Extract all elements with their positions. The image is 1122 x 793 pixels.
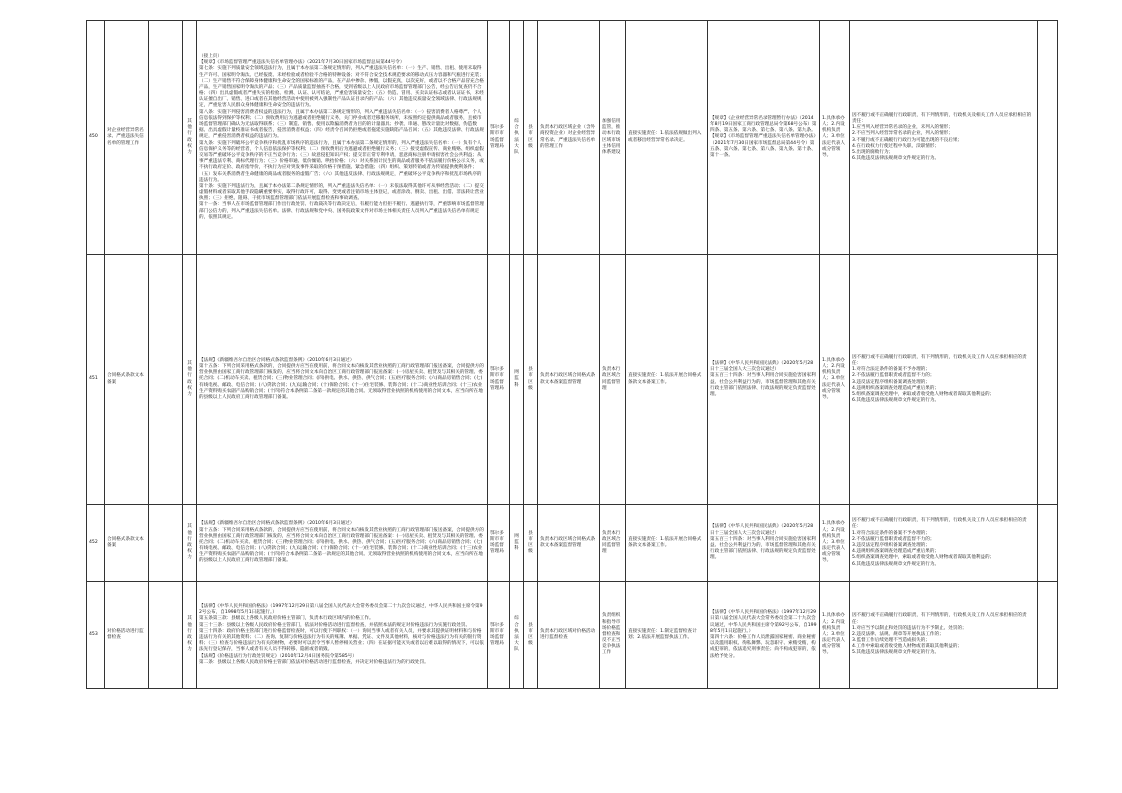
- legal-basis: [197, 255, 488, 505]
- implementing-subject: 鄂尔多斯市市场监督管理局: [488, 505, 510, 582]
- responsible-office: 网监科: [510, 505, 524, 582]
- claim-subject: 1.具体承办人；2.内设机构负责人；3.单位法定代表人或分管领导。: [820, 255, 850, 505]
- fault-list-line: 因不履行或不正确履行行政职责，有下列情形的，行政机关及工作人员应承担相应的责任：: [852, 354, 1027, 366]
- level: 县市区级: [524, 21, 538, 255]
- duty-content: 负责本行政区域合同格式条款文本备案监督管理: [538, 505, 600, 582]
- accountability-basis: [708, 255, 820, 505]
- table-row: [87, 505, 1058, 582]
- fault-list-line: 5.组织备案调查处理中，索取或者收受他人财物或者谋取其他利益的；: [852, 555, 995, 561]
- fault-list: [850, 582, 1038, 689]
- accountability-basis: [708, 21, 820, 255]
- legal-basis-line: 【法律】《中华人民共和国价格法》（1997年12月29日第八届全国人民代表大会常务委员会第二十九次会议通过，中华人民共和国主席令第92号公布，自1998年5月1日起施行。）: [199, 604, 483, 616]
- fault-list-line: 6.其他违反法律法规规章文件规定的行为。: [852, 156, 940, 162]
- power-type: 其他行政权力: [183, 505, 197, 582]
- legal-basis-line: 第九条：实施下列破坏公平竞争秩序和扰乱市场秩序的违法行为，且属于本办法第二条规定情形的，列入严重违法失信名单：（一）负有个人信息保护义务等的经营者，个人信息依法保护等权利；（二）预收费用后为逃避或者拒绝履行义务；（三）接受虚假宣传、商业贿赂、组织虚假交易等严重破坏公平竞争秩序的不正当竞争行为；（三）故意侵犯知识产权；提交非正常专利申请，恶意商标注册申请损害社会公共利益；从事严重违法专利、商标代理行为；（三）价格串通、低价倾销、哄抬价格；（六）对关系国计民生的商品或者服务不依法履行价格公示义务，或不执行政府定价、政府指导价，不执行为应对突发事件采取的价格干预措施、紧急措施；（四）组织、策划传销或者为传销提供便利条件；（五）发布关系消费者生命健康的商品或者服务的虚假广告；（六）其他违反法律、行政法规规定，严重破坏公平竞争秩序和扰乱市场秩序的违法行为。: [199, 140, 484, 183]
- item-name: 对价格活动进行监督检查: [105, 582, 149, 689]
- implementing-subject: 鄂尔多斯市市场监督管理局: [488, 21, 510, 255]
- legal-basis-line: 第七条：实施下列质量安全领域违法行为，且属于本办法第二条规定情形的，列入严重违法失信名单：（一）生产、销售、出租、使用未取得生产许可、国家明令淘汰、已经报废、未经检验或者检验不合格的特种设备；对不符合安全技术规范要求的移动式压力容器和气瓶进行充装；（二）生产销售不符合保障身体健康和生命安全的国家标准的产品，在产品中掺杂、掺假，以假充真，以次充好，或者以不合格产品冒充合格产品，生产销售国家明令淘汰的产品；（三）产品质量监督抽查不合格，受到省级以上人民政府市场监督管理部门公告，经公告后复查仍不合格；（四）出具虚假或者严重失实的检验、检测、认证、认可结论，严重危害质量安全；（五）伪造、冒用、买卖认证标志或者认证证书，未经认证擅自出厂、销售、进口或者在其他经营活动中使用被列入强制性产品认证目录内的产品；（六）其他违反质量安全领域法律、行政法规规定，严重危害人民群众身体健康和生命安全的违法行为。: [199, 66, 484, 109]
- unit-duty: 加强信用监管，推动本行政区域市场主体信用体系建设: [600, 21, 626, 255]
- legal-basis-line: 第三十四条：政府价格主管部门进行价格监督检查时，可以行使下列职权：（一）询问当事人或者有关人员，并要求其提供证明材料和与价格违法行为有关的其他资料；（二）查询、复制与价格违法行为有关的账簿、单据、凭证、文件及其他材料，核对与价格违法行为有关的银行资料；（三）检查与价格违法行为有关的财物，必要时可以责令当事人暂停相关营业；（四）在证据可能灭失或者以后难以取得的情况下，可以依法先行登记保存，当事人或者有关人员不得转移、隐匿或者销毁。: [199, 628, 484, 653]
- remark: [1038, 505, 1058, 582]
- legal-basis-line: 【规章】《市场监督管理严重违法失信名单管理办法》（2021年7月30日国家市场监督总局第44号令）: [199, 60, 405, 66]
- legal-basis-line: 【法规】《新疆维吾尔自治区合同格式条款监督条例》（2010年6月3日通过）: [199, 521, 355, 527]
- claim-subject: 1.具体承办人；2.内设机构负责人；3.单位法定代表人或分管领导。: [820, 21, 850, 255]
- remark: [1038, 582, 1058, 689]
- fault-list-line: 5.其他违反法律法规规章文件规定的行为。: [852, 650, 940, 656]
- item-name: 合同格式条款文本备案: [105, 255, 149, 505]
- row-number: 450: [87, 21, 105, 255]
- implementing-subject: 鄂尔多斯市市场监督管理局: [488, 255, 510, 505]
- accountability-basis-line: 第五百三十四条：对当事人利用合同实施危害国家利益、社会公共利益行为的，市场监督管理和其他有关行政主管部门依照法律、行政法规的规定负责监督处理。: [710, 536, 816, 561]
- legal-basis: [197, 21, 488, 255]
- fault-list-line: 因不履行或不正确履行行政职责，有下列情形的，行政机关及工作人员应承担相应的责任：: [852, 518, 1027, 530]
- fault-list-line: 3.违反法定程序组织备案调查处理的；: [852, 379, 930, 385]
- fault-list-line: 6.其他违反法律法规规章文件规定的行为。: [852, 561, 940, 567]
- unit-duty: 负责组织和指导市场价格监督检查和反不正当竞争执法工作: [600, 582, 626, 689]
- fault-list-line: 4.违规组织备案调查处理造成严重后果的；: [852, 549, 940, 555]
- accountability-basis-line: 【法律】《中华人民共和国民法典》（2020年5月28日十三届全国人大三次会议通过）: [710, 524, 814, 536]
- accountability-basis-line: 第五百三十四条：对当事人利用合同实施危害国家利益、社会公共利益行为的，市场监督管理和其他有关行政主管部门依照法律、行政法规的规定负责监督处理。: [710, 373, 816, 397]
- row-number: 452: [87, 505, 105, 582]
- accountability-basis-line: 第四十六条：价格工作人员泄露国家秘密、商业秘密以及滥用职权、徇私舞弊、玩忽职守、索贿受贿，构成犯罪的，依法追究刑事责任；尚不构成犯罪的，依法给予处分。: [710, 635, 816, 659]
- obligation: 直接实施责任：1.依法依规做出列入或者移出经营异常名录决定。: [626, 21, 708, 255]
- responsible-office: 综合执法大队: [510, 582, 524, 689]
- legal-basis-line: 第三十三条：县级以上各级人民政府价格主管部门，依法对价格活动进行监督检查，并依照本法的规定对价格违法行为实施行政处罚。: [199, 622, 471, 628]
- responsible-office: 网监科: [510, 255, 524, 505]
- implementing-subject: 鄂尔多斯市市场监督管理局: [488, 582, 510, 689]
- row-number: 451: [87, 255, 105, 505]
- unit-duty: 负责本行政区域合同监督管理: [600, 255, 626, 505]
- legal-basis-line: 【法规】《价格违法行为行政处罚规定》（2010年12月4日国务院令第585号）: [199, 653, 357, 659]
- legal-basis-line: 【法规】《新疆维吾尔自治区合同格式条款监督条例》（2010年6月3日通过）: [199, 357, 355, 363]
- remark: [1038, 255, 1058, 505]
- accountability-basis-line: 【规章】《市场监督管理严重违法失信名单管理办法》（2021年7月30日国家市场监督总局第44号令）第五条、第六条、第七条、第八条、第九条、第十条、第十一条。: [710, 134, 816, 158]
- fault-list-line: 1.对符合法定条件的备案不予办理的；: [852, 367, 930, 373]
- duty-content: 负责本行政区域企业（含外商投资企业）对企业经营异常名录、严重违法失信名单的管理工作: [538, 21, 600, 255]
- duty-content: 负责本行政区域合同格式条款文本备案监督管理: [538, 255, 600, 505]
- responsibility-table: [86, 20, 1058, 689]
- sub-item: [149, 582, 183, 689]
- sub-item: [149, 505, 183, 582]
- level: 县市区级: [524, 505, 538, 582]
- legal-basis-line: 第十一条：当事人在市场监督管理部门作出行政处罚、行政裁决等行政决定后，有履行能力但拒不履行、逃避执行等，严重影响市场监督管理部门公信力的，列入严重违法失信名单。法律、行政法规和党中央、国务院政策文件对市场主体相关责任人员列入严重违法失信名单有规定的，依照其规定。: [199, 202, 484, 220]
- accountability-basis: [708, 582, 820, 689]
- power-type: 其他行政权力: [183, 255, 197, 505]
- fault-list-line: 2.不应当列入经营异常名录的企业，列入的情形；: [852, 131, 953, 137]
- legal-basis: [197, 582, 488, 689]
- fault-list-line: 1.对应当予以制止和处罚的违法行为不予制止、处罚的；: [852, 625, 967, 631]
- sub-item: [149, 21, 183, 255]
- fault-list-line: 5.组织备案调查处理中，索取或者收受他人财物或者谋取其他利益的；: [852, 391, 995, 397]
- responsible-office: 综合执法大队: [510, 21, 524, 255]
- power-type: 其他行政权力: [183, 582, 197, 689]
- table-row: [87, 21, 1058, 255]
- fault-list: [850, 21, 1038, 255]
- obligation: 直接实施责任：1.依法开展合同格式条款文本备案工作。: [626, 505, 708, 582]
- item-name: 对企业经营异常名录、严重违法失信名单的管理工作: [105, 21, 149, 255]
- table-row: [87, 582, 1058, 689]
- fault-list-line: 5.出现的腐败行为；: [852, 149, 894, 155]
- accountability-basis-line: 【法律】《中华人民共和国价格法》（1997年12月29日第八届全国人民代表大会常务委员会第二十九次会议通过，中华人民共和国主席令第92号公布，自1998年5月1日起施行。）: [710, 610, 817, 634]
- legal-basis-line: 第十五条：下列合同采用格式条款的，合同提供方应当在使用前，将合同文本向核发其营业执照的工商行政管理部门报送备案，合同提供方的营业执照由国家工商行政管理部门核发的，应当将合同文本向自治区工商行政管理部门报送备案：(一)房屋买卖、租赁及与其相关的管理、委托合同；(二)机动车买卖、租赁合同；(三)物业管理合同；(四)供电、供水、供热、供气合同；(五)医疗服务合同；(六)商品房销售合同；(七)有线电视、邮政、电信合同；(八)贷款合同；(九)运输合同；(十)保险合同；(十一)住宅装修、装饰合同；(十二)商业性培训合同；(十三)农业生产资料购买农副产品购销合同；(十四)符合本条例第二条第一款规定的其他合同。无须取得营业执照的机构使用的合同文本，应当向所在地的县级以上人民政府工商行政管理部门备案。: [199, 364, 484, 400]
- claim-subject: 1.具体承办人；2.内设机构负责人；3.单位法定代表人或分管领导。: [820, 582, 850, 689]
- fault-list-line: 4.在行政权力行使过程中失职、渎职情形；: [852, 143, 940, 149]
- obligation: 直接实施责任：1.依法开展合同格式条款文本备案工作。: [626, 255, 708, 505]
- fault-list: [850, 505, 1038, 582]
- sub-item: [149, 255, 183, 505]
- accountability-basis: [708, 505, 820, 582]
- fault-list-line: 1.应当列入经营异常名录的企业，未列入的情形；: [852, 125, 953, 131]
- obligation: 直接实施责任：1.制定监督检查计划；2.依法开展监督执法工作。: [626, 582, 708, 689]
- legal-basis-line: （接上页）: [199, 53, 222, 59]
- fault-list-line: 6.其他违反法律法规规章文件规定的行为。: [852, 398, 940, 404]
- level: 县市区级: [524, 255, 538, 505]
- fault-list-line: 3.监督工作后续处理不当造成损失的；: [852, 638, 930, 644]
- fault-list-line: 2.违反法律、法规、规章等开展执法工作的；: [852, 631, 944, 637]
- claim-subject: 1.具体承办人；2.内设机构负责人；3.单位法定代表人或分管领导。: [820, 505, 850, 582]
- fault-list-line: 4.违规组织备案调查处理造成严重后果的；: [852, 385, 940, 391]
- fault-list-line: 因不履行或不正确履行行政职责，有下列情形的，行政机关及工作人员应承担相应的责任：: [852, 613, 1027, 625]
- fault-list-line: 1.对符合法定条件的备案不予办理的；: [852, 530, 930, 536]
- accountability-basis-line: 【规章】《企业经营异常名录管理暂行办法》（2014年8月19日国家工商行政管理总局令第68号公布）第四条、第五条、第六条、第七条、第八条、第九条。: [710, 115, 817, 134]
- duty-content: 负责本行政区域对价格活动进行监督检查: [538, 582, 600, 689]
- legal-basis: [197, 505, 488, 582]
- fault-list-line: 因不履行或不正确履行行政职责，有下列情形的，行政机关及相关工作人员应承担相应的责任：: [852, 112, 1032, 124]
- power-type: 其他行政权力: [183, 21, 197, 255]
- unit-duty: 负责本行政区域合同监督管理: [600, 505, 626, 582]
- legal-basis-line: 第五条第三款：县级以上各级人民政府价格主管部门，负责本行政区域内的价格工作。: [199, 616, 374, 622]
- legal-basis-line: 第八条：实施下列侵害消费者权益的违法行为，且属于本办法第二条规定情形的，列入严重违法失信名单：（一）侵害消费者人格尊严、个人信息依法得到保护等权利；（二）预收费用后为逃避或者拒绝履行义务，关门停业或者迁移服务场所，未按照约定提供商品或者服务，且被市场监督管理部门确认为无法取得联系；（三）制造、销售、使用以欺骗消费者为目的的计量器具；抄袭、串通、篡改计量比对数据，伪造数据、出具虚假计量校准证书或者报告，侵害消费者权益；（四）经责令召回仍拒绝或者拖延实施缺陷产品召回；（五）其他违反法律、行政法规规定，严重侵害消费者权益的违法行为。: [199, 109, 484, 140]
- row-number: 453: [87, 582, 105, 689]
- fault-list-line: 3.不履行或不正确履行行政行为可能出现的不良后果；: [852, 137, 963, 143]
- accountability-basis-line: 【法律】《中华人民共和国民法典》（2020年5月28日十三届全国人大三次会议通过）: [710, 360, 814, 373]
- fault-list-line: 4.工作中索取或者收受他人财物或者谋取其他利益的；: [852, 644, 963, 650]
- fault-list-line: 3.违反法定程序组织备案调查处理的；: [852, 543, 930, 548]
- fault-list-line: 2.不依法履行监督职责或者监督不力的；: [852, 536, 935, 542]
- legal-basis-line: 第十条：实施下列违法行为，且属于本办法第二条规定情形的，列入严重违法失信名单：（一）未依法取得其他许可从事经营活动；（二）提交虚假材料或者采取其他手段隐瞒重要事实，取得行政许可，取得、变更或者注销市场主体登记，或者涂改、倒卖、出租、出借、非法转让营业执照；（三）拒绝、阻碍、干扰市场监督管理部门依法开展监督检查和事故调查。: [199, 183, 484, 202]
- item-name: 合同格式条款文本备案: [105, 505, 149, 582]
- fault-list: [850, 255, 1038, 505]
- legal-basis-line: 第二条：县级以上各级人民政府价格主管部门依法对价格活动进行监督检查，并决定对价格违法行为的行政处罚。: [199, 659, 429, 665]
- remark: [1038, 21, 1058, 255]
- fault-list-line: 2.不依法履行监督职责或者监督不力的；: [852, 373, 935, 379]
- table-row: [87, 255, 1058, 505]
- legal-basis-line: 第十五条：下列合同采用格式条款的，合同提供方应当在使用前，将合同文本向核发其营业执照的工商行政管理部门报送备案，合同提供方的营业执照由国家工商行政管理部门核发的，应当将合同文本向自治区工商行政管理部门报送备案：(一)房屋买卖、租赁及与其相关的管理、委托合同；(二)机动车买卖、租赁合同；(三)物业管理合同；(四)供电、供水、供热、供气合同；(五)医疗服务合同；(六)商品房销售合同；(七)有线电视、邮政、电信合同；(八)贷款合同；(九)运输合同；(十)保险合同；(十一)住宅装修、装饰合同；(十二)商业性培训合同；(十三)农业生产资料购买农副产品购销合同；(十四)符合本条例第二条第一款规定的其他合同。无须取得营业执照的机构使用的合同文本，应当向所在地的县级以上人民政府工商行政管理部门备案。: [199, 527, 484, 564]
- level: 县市区级: [524, 582, 538, 689]
